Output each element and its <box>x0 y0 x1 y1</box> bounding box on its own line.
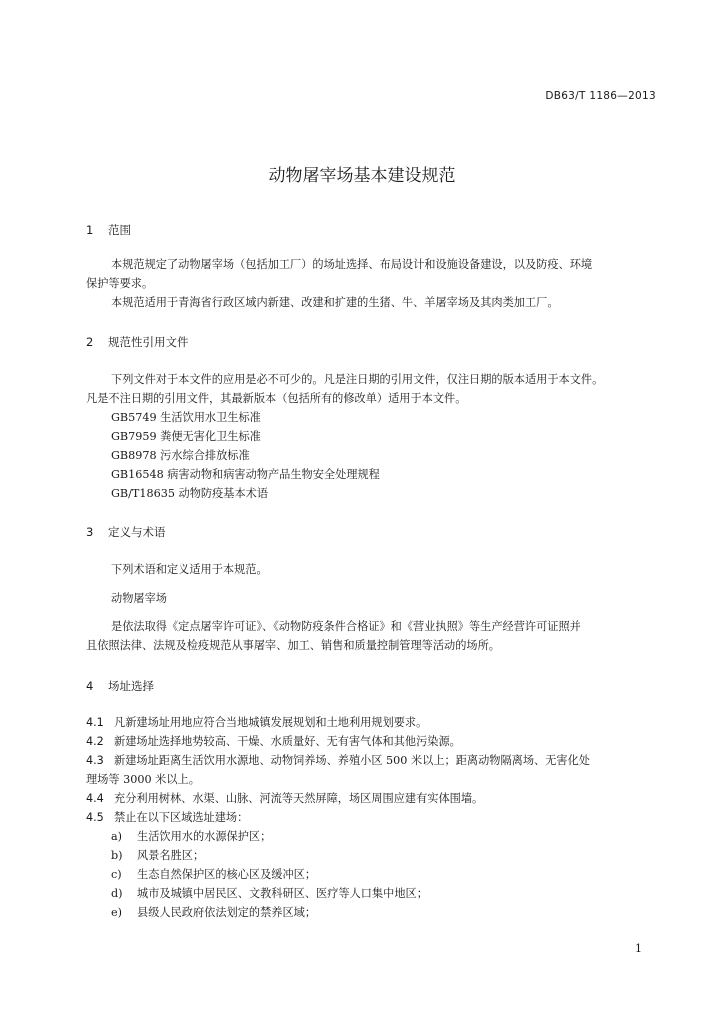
clause-number: 4.4 <box>86 792 104 805</box>
section-title: 定义与术语 <box>108 525 166 539</box>
paragraph-line: 本规范规定了动物屠宰场（包括加工厂）的场址选择、布局设计和设施设备建设，以及防疫、环境 <box>111 258 593 271</box>
section-title: 场址选择 <box>108 679 154 693</box>
clause-text: 新建场址选择地势较高、干燥、水质量好、无有害气体和其他污染源。 <box>114 735 461 748</box>
section-title: 规范性引用文件 <box>108 335 189 349</box>
section-heading-3 <box>86 524 166 540</box>
reference-item: GB8978 污水综合排放标准 <box>111 449 250 462</box>
paragraph-line: 本规范适用于青海省行政区域内新建、改建和扩建的生猪、牛、羊屠宰场及其肉类加工厂。 <box>111 296 559 309</box>
list-marker: c) <box>111 868 122 881</box>
paragraph-line: 凡是不注日期的引用文件，其最新版本（包括所有的修改单）适用于本文件。 <box>86 392 467 405</box>
term: 动物屠宰场 <box>111 592 167 605</box>
clause-text: 充分利用树林、水渠、山脉、河流等天然屏障，场区周围应建有实体围墙。 <box>114 792 484 805</box>
list-text: 县级人民政府依法划定的禁养区域； <box>137 906 317 919</box>
section-number: 3 <box>86 525 94 539</box>
section-heading-2 <box>86 334 189 350</box>
list-text: 生活饮用水的水源保护区； <box>137 830 272 843</box>
clause-4-3 <box>86 751 590 770</box>
clause-number: 4.2 <box>86 735 104 748</box>
section-heading-1 <box>86 222 131 238</box>
paragraph-line: 下列文件对于本文件的应用是必不可少的。凡是注日期的引用文件，仅注日期的版本适用于本文件。 <box>111 373 604 386</box>
clause-4-5 <box>86 808 248 827</box>
list-item <box>111 846 204 865</box>
list-text: 生态自然保护区的核心区及缓冲区； <box>137 868 317 881</box>
clause-text: 新建场址距离生活饮用水源地、动物饲养场、养殖小区 500 米以上；距离动物隔离场、无害化处 <box>114 754 590 767</box>
reference-item: GB16548 病害动物和病害动物产品生物安全处理规程 <box>111 468 380 481</box>
clause-number: 4.5 <box>86 811 104 824</box>
clause-4-2 <box>86 732 461 751</box>
section-number: 2 <box>86 335 94 349</box>
definition-line: 是依法取得《定点屠宰许可证》、《动物防疫条件合格证》和《营业执照》等生产经营许可证照并 <box>111 620 581 633</box>
list-marker: d) <box>111 887 123 900</box>
clause-continuation: 理场等 3000 米以上。 <box>86 773 200 786</box>
list-marker: e) <box>111 906 122 919</box>
clause-4-4 <box>86 789 483 808</box>
list-item <box>111 865 316 884</box>
list-item <box>111 827 271 846</box>
section-heading-4 <box>86 678 154 694</box>
section-number: 4 <box>86 679 94 693</box>
list-item <box>111 884 428 903</box>
reference-item: GB7959 粪便无害化卫生标准 <box>111 430 261 443</box>
clause-number: 4.1 <box>86 716 104 729</box>
list-item <box>111 903 316 922</box>
clause-4-1 <box>86 713 427 732</box>
page-number: 1 <box>635 942 642 955</box>
clause-text: 禁止在以下区域选址建场： <box>114 811 249 824</box>
list-text: 风景名胜区； <box>137 849 205 862</box>
definition-line: 且依照法律、法规及检疫规范从事屠宰、加工、销售和质量控制管理等活动的场所。 <box>86 639 500 652</box>
section-title: 范围 <box>108 223 131 237</box>
paragraph-line: 下列术语和定义适用于本规范。 <box>111 563 268 576</box>
reference-item: GB/T18635 动物防疫基本术语 <box>111 487 269 500</box>
section-number: 1 <box>86 223 94 237</box>
page-title: 动物屠宰场基本建设规范 <box>268 166 456 186</box>
clause-text: 凡新建场址用地应符合当地城镇发展规划和土地利用规划要求。 <box>114 716 428 729</box>
document-code: DB63/T 1186—2013 <box>545 90 656 102</box>
list-marker: b) <box>111 849 123 862</box>
list-text: 城市及城镇中居民区、文教科研区、医疗等人口集中地区； <box>137 887 428 900</box>
list-marker: a) <box>111 830 123 843</box>
clause-number: 4.3 <box>86 754 104 767</box>
paragraph-line: 保护等要求。 <box>86 277 154 290</box>
reference-item: GB5749 生活饮用水卫生标准 <box>111 411 261 424</box>
